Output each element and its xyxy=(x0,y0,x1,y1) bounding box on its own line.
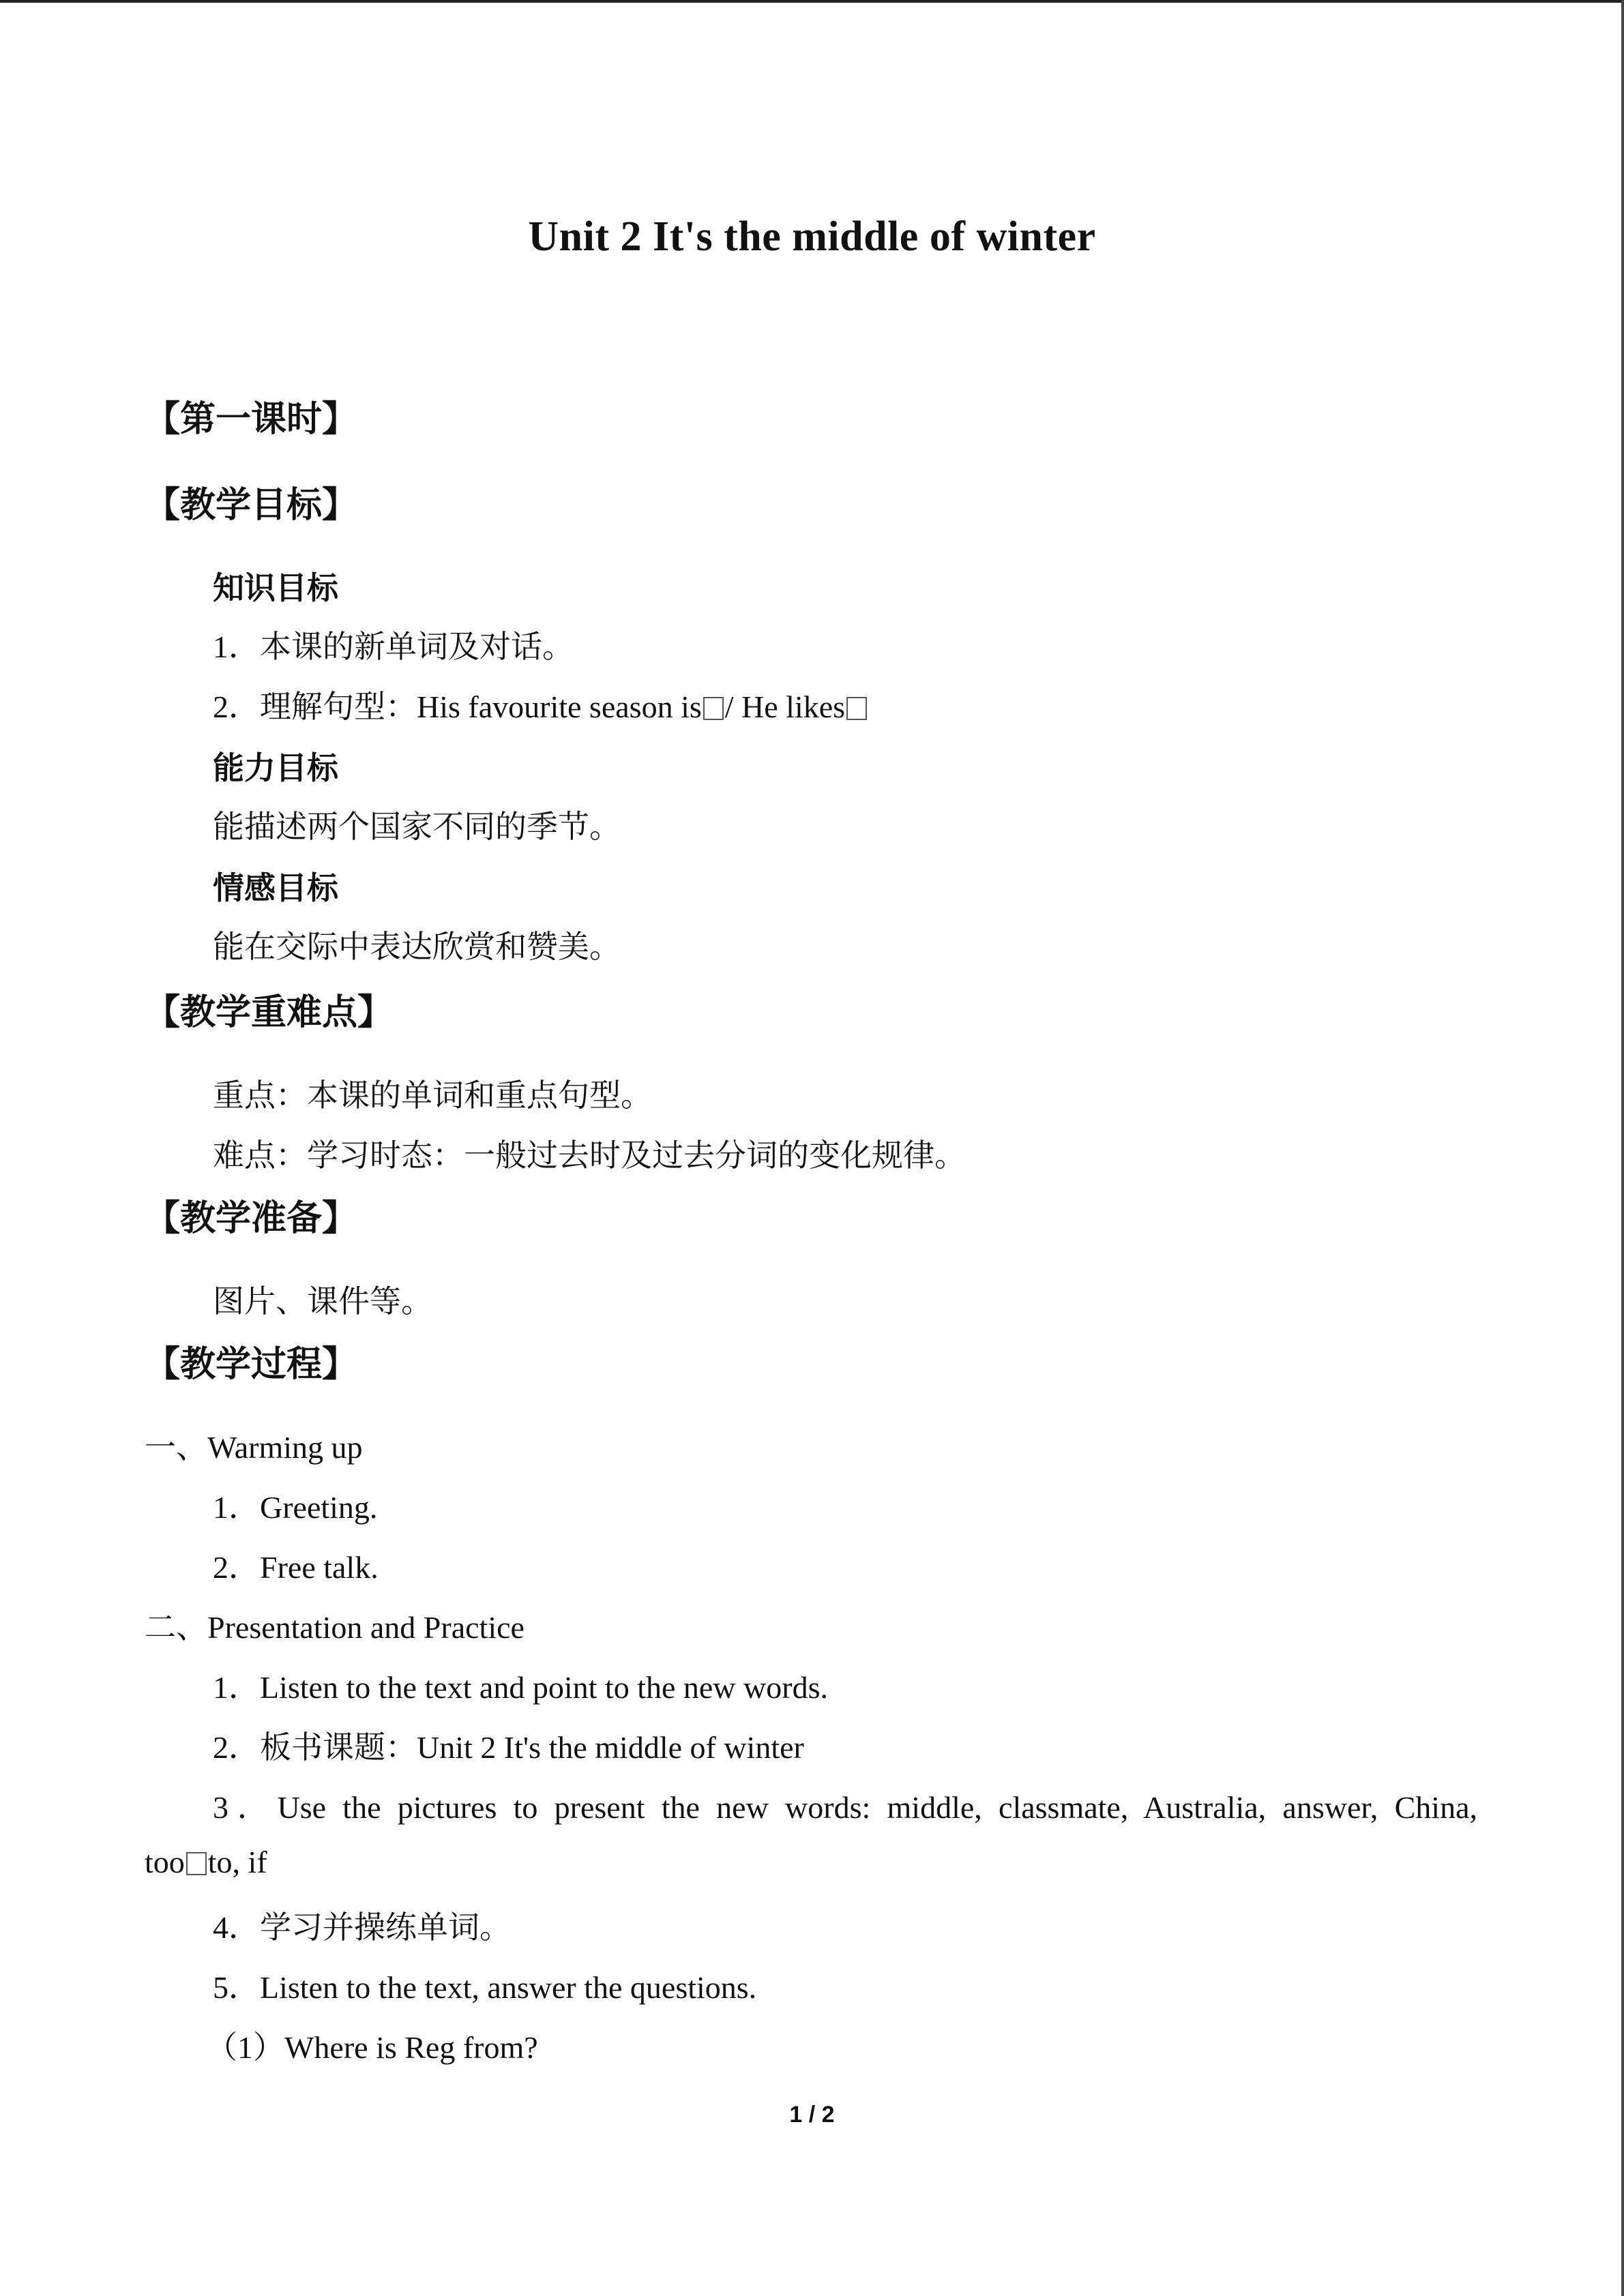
step-2-item-3: 3．Use the pictures to present the new words: middle, classmate, Australia, answer, China, xyxy=(213,1790,1477,1825)
step-2-item-2: 2．板书课题：Unit 2 It's the middle of winter xyxy=(213,1730,804,1765)
step-2-title: 二、Presentation and Practice xyxy=(145,1610,525,1645)
ability-objective-text: 能描述两个国家不同的季节。 xyxy=(213,809,621,844)
key-point-focus: 重点：本课的单词和重点句型。 xyxy=(213,1078,652,1113)
step-1-item-1: 1．Greeting. xyxy=(213,1490,378,1525)
emotion-objective-title: 情感目标 xyxy=(213,869,338,906)
key-point-difficulty: 难点：学习时态：一般过去时及过去分词的变化规律。 xyxy=(213,1138,966,1173)
page-right-border xyxy=(1621,0,1624,2296)
heading-preparation: 【教学准备】 xyxy=(145,1198,358,1239)
question-1: （1）Where is Reg from? xyxy=(206,2030,538,2065)
document-title: Unit 2 It's the middle of winter xyxy=(528,213,1096,260)
placeholder-box xyxy=(186,1852,207,1875)
page-number: 1 / 2 xyxy=(789,2102,835,2128)
knowledge-item-1: 1．本课的新单词及对话。 xyxy=(213,629,574,664)
step-2-item-5: 5．Listen to the text, answer the questions. xyxy=(213,1970,757,2005)
heading-lesson: 【第一课时】 xyxy=(145,399,358,440)
knowledge-item-2: 2．理解句型：His favourite season is / He likes xyxy=(213,682,868,727)
step-2-item-3-continued: too to, if xyxy=(145,1845,267,1879)
heading-process: 【教学过程】 xyxy=(145,1344,358,1385)
heading-key-points: 【教学重难点】 xyxy=(145,992,394,1033)
step-2-item-4: 4．学习并操练单词。 xyxy=(213,1910,511,1945)
page-top-border xyxy=(0,0,1624,3)
step-1-item-2: 2．Free talk. xyxy=(213,1550,379,1585)
heading-objectives: 【教学目标】 xyxy=(145,485,358,526)
ability-objective-title: 能力目标 xyxy=(213,749,338,786)
placeholder-box xyxy=(703,697,724,720)
step-2-item-1: 1．Listen to the text and point to the new words. xyxy=(213,1670,828,1705)
emotion-objective-text: 能在交际中表达欣赏和赞美。 xyxy=(213,929,621,964)
preparation-text: 图片、课件等。 xyxy=(213,1284,432,1319)
knowledge-objective-title: 知识目标 xyxy=(213,569,338,606)
step-1-title: 一、Warming up xyxy=(145,1430,363,1465)
placeholder-box xyxy=(846,697,867,720)
